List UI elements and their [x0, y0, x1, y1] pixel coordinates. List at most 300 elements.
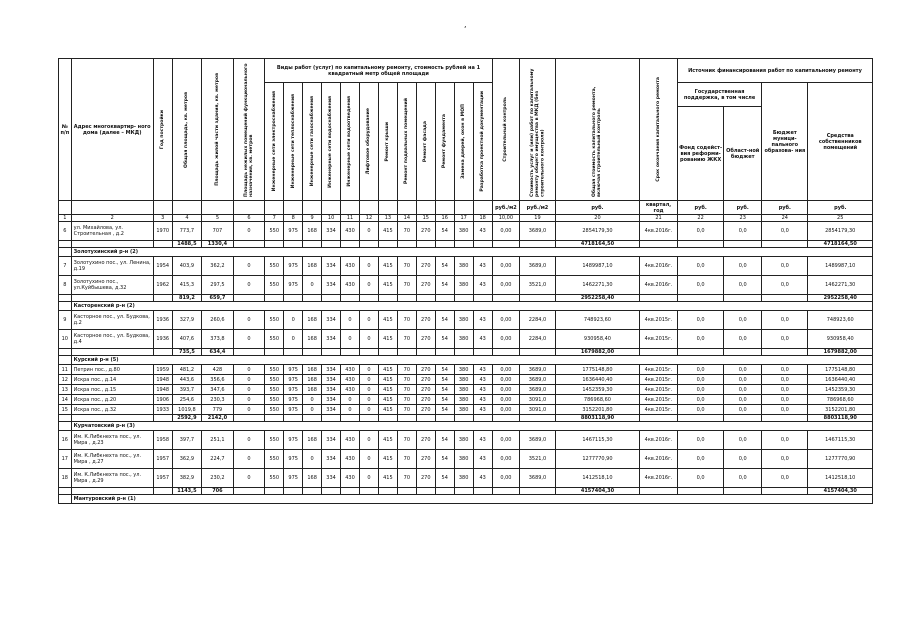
subtotal-cell — [359, 295, 378, 302]
address-cell: Искра пос., д.15 — [71, 385, 153, 395]
region-label: Курский р-н (5) — [71, 356, 872, 365]
header-work-10: Ремонт фундамента — [435, 83, 454, 201]
table-cell: 3152201,80 — [808, 405, 873, 415]
table-cell: 0,0 — [762, 395, 808, 405]
subtotal-cell: 706 — [202, 488, 234, 495]
table-cell: 0 — [284, 330, 303, 349]
table-cell: 3689,0 — [520, 385, 556, 395]
column-number-cell: 2 — [71, 215, 153, 222]
table-cell: 0 — [359, 311, 378, 330]
table-cell: 0,0 — [762, 375, 808, 385]
table-cell: 3091,0 — [520, 395, 556, 405]
table-cell: 382,9 — [172, 469, 201, 488]
subtotal-cell — [435, 415, 454, 422]
table-cell: 3689,0 — [520, 365, 556, 375]
table-cell: 0,0 — [677, 375, 723, 385]
table-cell: 0,0 — [724, 330, 762, 349]
table-cell: 0 — [233, 222, 265, 241]
header-regional: Област-ной бюджет — [724, 107, 762, 201]
table-cell: 415 — [378, 365, 397, 375]
subtotal-cell — [416, 295, 435, 302]
table-cell: 4кв.2016г. — [640, 450, 678, 469]
table-cell: 2284,0 — [520, 311, 556, 330]
header-area-living: Площадь жилой части здания, кв. метров — [202, 59, 234, 201]
table-cell: 334 — [322, 431, 341, 450]
table-cell: 4кв.2015г. — [640, 311, 678, 330]
region-row — [59, 248, 873, 257]
column-number-cell: 19 — [520, 215, 556, 222]
table-cell: 0 — [359, 276, 378, 295]
address-cell: Касторное пос., ул. Будкова, д.4 — [71, 330, 153, 349]
table-cell: 0 — [359, 222, 378, 241]
unit-cell — [341, 201, 360, 215]
column-number-cell: 7 — [265, 215, 284, 222]
subtotal-cell: 1143,5 — [172, 488, 201, 495]
table-cell: 43 — [473, 385, 492, 395]
subtotal-cell — [233, 349, 265, 356]
subtotal-cell: 8803118,90 — [555, 415, 639, 422]
address-cell: Им. К.Либкнехта пос., ул. Мира , д.29 — [71, 469, 153, 488]
table-cell: 773,7 — [172, 222, 201, 241]
subtotal-cell — [341, 488, 360, 495]
table-cell: 0,0 — [677, 385, 723, 395]
subtotal-cell — [473, 488, 492, 495]
table-cell: 3689,0 — [520, 257, 556, 276]
table-row — [59, 405, 873, 415]
table-cell: 2284,0 — [520, 330, 556, 349]
table-cell: 748923,60 — [808, 311, 873, 330]
subtotal-cell — [473, 349, 492, 356]
table-cell: 0 — [359, 469, 378, 488]
table-cell: 70 — [397, 365, 416, 375]
subtotal-cell — [59, 349, 72, 356]
header-area-total: Общая площадь, кв. метров — [172, 59, 201, 201]
table-cell: 1954 — [153, 257, 172, 276]
table-cell: 1019,8 — [172, 405, 201, 415]
subtotal-cell — [322, 349, 341, 356]
subtotal-cell — [677, 349, 723, 356]
column-number-cell: 8 — [284, 215, 303, 222]
table-cell: 70 — [397, 311, 416, 330]
subtotal-cell — [397, 241, 416, 248]
table-cell: 0,0 — [677, 276, 723, 295]
subtotal-cell — [492, 415, 519, 422]
subtotal-cell — [454, 295, 473, 302]
table-cell: 975 — [284, 365, 303, 375]
table-cell: 550 — [265, 375, 284, 385]
table-cell: 334 — [322, 311, 341, 330]
table-cell: 0,0 — [724, 365, 762, 375]
table-cell: 550 — [265, 450, 284, 469]
table-cell: 54 — [435, 365, 454, 375]
subtotal-cell: 4157404,30 — [555, 488, 639, 495]
column-number-cell: 13 — [378, 215, 397, 222]
unit-cell — [284, 201, 303, 215]
subtotal-cell — [284, 241, 303, 248]
subtotal-cell — [640, 488, 678, 495]
table-cell: 0 — [303, 395, 322, 405]
table-cell: 17 — [59, 450, 72, 469]
subtotal-cell — [724, 349, 762, 356]
table-cell: 334 — [322, 469, 341, 488]
table-cell: 393,7 — [172, 385, 201, 395]
table-cell: 430 — [341, 469, 360, 488]
subtotal-row — [59, 295, 873, 302]
unit-cell: руб. — [677, 201, 723, 215]
table-cell: 550 — [265, 365, 284, 375]
table-cell: 14 — [59, 395, 72, 405]
table-cell: 0,0 — [724, 395, 762, 405]
column-number-cell: 20 — [555, 215, 639, 222]
subtotal-cell: 659,7 — [202, 295, 234, 302]
table-row — [59, 276, 873, 295]
table-cell: 362,9 — [172, 450, 201, 469]
table-cell: 550 — [265, 330, 284, 349]
table-cell: 168 — [303, 222, 322, 241]
table-cell: 168 — [303, 311, 322, 330]
unit-cell — [71, 201, 153, 215]
subtotal-row — [59, 415, 873, 422]
table-cell: 0 — [233, 385, 265, 395]
column-number-cell: 14 — [397, 215, 416, 222]
header-work-6: Лифтовое оборудование — [359, 83, 378, 201]
table-cell: 397,7 — [172, 431, 201, 450]
unit-cell — [172, 201, 201, 215]
subtotal-cell — [378, 349, 397, 356]
subtotal-cell — [265, 415, 284, 422]
subtotal-cell — [520, 241, 556, 248]
subtotal-cell — [359, 415, 378, 422]
subtotal-cell — [322, 295, 341, 302]
table-cell: 0,0 — [762, 469, 808, 488]
column-number-cell: 16 — [435, 215, 454, 222]
subtotal-cell — [473, 241, 492, 248]
table-cell: 270 — [416, 395, 435, 405]
table-cell: 0,0 — [677, 431, 723, 450]
table-cell: 54 — [435, 311, 454, 330]
subtotal-row — [59, 349, 873, 356]
subtotal-cell — [416, 241, 435, 248]
column-number-cell: 24 — [762, 215, 808, 222]
table-cell: 70 — [397, 222, 416, 241]
table-cell: 70 — [397, 375, 416, 385]
table-cell: 550 — [265, 222, 284, 241]
unit-cell — [454, 201, 473, 215]
subtotal-cell — [303, 241, 322, 248]
subtotal-cell — [378, 488, 397, 495]
table-cell: 4кв.2016г. — [640, 431, 678, 450]
address-cell: Им. К.Либкнехта пос., ул. Мира , д.23 — [71, 431, 153, 450]
table-cell: 0,0 — [677, 405, 723, 415]
table-body — [59, 215, 873, 504]
table-cell: 18 — [59, 469, 72, 488]
table-cell: 0,0 — [762, 257, 808, 276]
subtotal-cell — [265, 241, 284, 248]
table-cell: 43 — [473, 431, 492, 450]
table-cell: 707 — [202, 222, 234, 241]
table-cell: 415 — [378, 375, 397, 385]
header-fund: Фонд содейст-вия реформи- рованию ЖКХ — [677, 107, 723, 201]
column-number-cell: 18 — [473, 215, 492, 222]
subtotal-cell — [265, 488, 284, 495]
table-cell: 0,00 — [492, 257, 519, 276]
region-row — [59, 356, 873, 365]
subtotal-cell — [762, 415, 808, 422]
table-cell: 1906 — [153, 395, 172, 405]
subtotal-cell: 8803118,90 — [808, 415, 873, 422]
table-cell: 334 — [322, 405, 341, 415]
subtotal-cell — [71, 488, 153, 495]
unit-cell — [265, 201, 284, 215]
subtotal-cell — [303, 349, 322, 356]
table-cell: 975 — [284, 469, 303, 488]
header-work-11: Замена дверей, окон в МОП — [454, 83, 473, 201]
subtotal-cell — [359, 349, 378, 356]
subtotal-cell — [762, 295, 808, 302]
table-cell: 550 — [265, 257, 284, 276]
subtotal-cell — [724, 488, 762, 495]
table-cell: 481,2 — [172, 365, 201, 375]
table-cell: 43 — [473, 257, 492, 276]
table-cell: 380 — [454, 222, 473, 241]
table-cell: 0 — [233, 365, 265, 375]
table-cell: 0,0 — [724, 450, 762, 469]
table-cell: 0 — [303, 450, 322, 469]
region-row — [59, 495, 873, 504]
subtotal-cell — [454, 349, 473, 356]
subtotal-row — [59, 241, 873, 248]
subtotal-cell: 634,4 — [202, 349, 234, 356]
table-cell: 10 — [59, 330, 72, 349]
subtotal-cell — [435, 241, 454, 248]
table-cell: 0,0 — [762, 365, 808, 375]
table-cell: 0,0 — [724, 257, 762, 276]
header-unit-cost: Стоимость услуг и (или) работ по капитальному ремонту общего имущества в МКД (без строительного контроля) — [520, 59, 556, 201]
unit-cell: руб. — [762, 201, 808, 215]
table-cell: 347,6 — [202, 385, 234, 395]
table-cell: 380 — [454, 365, 473, 375]
subtotal-cell — [341, 295, 360, 302]
table-cell: 1452359,30 — [555, 385, 639, 395]
table-cell: 1957 — [153, 469, 172, 488]
table-cell: 168 — [303, 375, 322, 385]
subtotal-cell — [303, 295, 322, 302]
table-cell: 1467115,30 — [808, 431, 873, 450]
table-cell: 70 — [397, 450, 416, 469]
subtotal-cell: 1679882,00 — [808, 349, 873, 356]
table-cell: 270 — [416, 469, 435, 488]
unit-cell — [473, 201, 492, 215]
table-cell: 0,00 — [492, 405, 519, 415]
region-row — [59, 422, 873, 431]
table-cell: 54 — [435, 222, 454, 241]
subtotal-cell — [640, 415, 678, 422]
table-cell: 0,00 — [492, 330, 519, 349]
column-number-cell: 22 — [677, 215, 723, 222]
table-cell: 0 — [303, 405, 322, 415]
column-number-cell: 1 — [59, 215, 72, 222]
table-cell: 550 — [265, 311, 284, 330]
table-cell: 0 — [233, 330, 265, 349]
header-work-7: Ремонт крыши — [378, 83, 397, 201]
subtotal-cell — [397, 295, 416, 302]
subtotal-cell — [492, 295, 519, 302]
subtotal-cell — [71, 415, 153, 422]
unit-cell — [202, 201, 234, 215]
table-cell: 1489987,10 — [808, 257, 873, 276]
table-cell: 4кв.2016г. — [640, 469, 678, 488]
table-cell: 334 — [322, 222, 341, 241]
units-row — [59, 201, 873, 215]
header-deadline: Срок окончания капитального ремонта — [640, 59, 678, 201]
subtotal-cell — [492, 241, 519, 248]
table-cell: 0,00 — [492, 431, 519, 450]
table-cell: 4кв.2015г. — [640, 395, 678, 405]
table-cell: 0,0 — [724, 469, 762, 488]
unit-cell — [322, 201, 341, 215]
table-cell: 0,0 — [724, 311, 762, 330]
table-cell: 270 — [416, 450, 435, 469]
unit-cell — [359, 201, 378, 215]
table-cell: 415 — [378, 222, 397, 241]
table-row — [59, 311, 873, 330]
subtotal-cell — [397, 415, 416, 422]
address-cell: Касторное пос., ул. Будкова, д.2 — [71, 311, 153, 330]
table-cell: 1412518,10 — [808, 469, 873, 488]
table-cell: 550 — [265, 405, 284, 415]
table-cell: 1936 — [153, 311, 172, 330]
region-blank-cell — [59, 422, 72, 431]
header-area-nonres: Площадь нежилых помещений функционального назначения, кв. метров — [233, 59, 265, 201]
subtotal-cell — [284, 415, 303, 422]
table-cell: 9 — [59, 311, 72, 330]
table-cell: 0,00 — [492, 276, 519, 295]
table-cell: 430 — [341, 365, 360, 375]
unit-cell — [397, 201, 416, 215]
table-cell: 0,00 — [492, 450, 519, 469]
header-work-1: Инженерные сети электроснабжения — [265, 83, 284, 201]
table-cell: 16 — [59, 431, 72, 450]
unit-cell — [233, 201, 265, 215]
subtotal-cell — [284, 349, 303, 356]
table-row — [59, 375, 873, 385]
table-cell: 1970 — [153, 222, 172, 241]
table-cell: 43 — [473, 375, 492, 385]
table-cell: 70 — [397, 276, 416, 295]
table-cell: 2854179,30 — [808, 222, 873, 241]
header-control: Строительный контроль — [492, 59, 519, 201]
table-cell: 380 — [454, 276, 473, 295]
header-address: Адрес многоквартир- ного дома (далее – МКД) — [71, 59, 153, 201]
table-cell: 1277770,90 — [808, 450, 873, 469]
table-cell: 415,3 — [172, 276, 201, 295]
subtotal-cell — [378, 295, 397, 302]
header-works-group: Виды работ (услуг) по капитальному ремонту, стоимость рублей на 1 квадратный метр общей площади — [265, 59, 492, 83]
table-cell: 415 — [378, 330, 397, 349]
table-cell: 415 — [378, 431, 397, 450]
table-cell: 0 — [359, 365, 378, 375]
table-cell: 3689,0 — [520, 469, 556, 488]
table-cell: 748923,60 — [555, 311, 639, 330]
unit-cell: руб. — [724, 201, 762, 215]
subtotal-cell — [416, 488, 435, 495]
subtotal-cell — [416, 349, 435, 356]
table-cell: 70 — [397, 330, 416, 349]
table-cell: 327,9 — [172, 311, 201, 330]
table-cell: 975 — [284, 405, 303, 415]
table-cell: 0,0 — [724, 276, 762, 295]
subtotal-cell — [435, 488, 454, 495]
column-number-cell: 21 — [640, 215, 678, 222]
column-number-cell: 11 — [341, 215, 360, 222]
subtotal-cell — [322, 415, 341, 422]
header-work-12: Разработка проектной документации — [473, 83, 492, 201]
subtotal-cell — [435, 295, 454, 302]
table-cell: 430 — [341, 257, 360, 276]
unit-cell — [378, 201, 397, 215]
table-cell: 168 — [303, 330, 322, 349]
subtotal-cell — [520, 349, 556, 356]
table-cell: 54 — [435, 395, 454, 405]
subtotal-cell: 2142,0 — [202, 415, 234, 422]
unit-cell: руб./м2 — [520, 201, 556, 215]
table-cell: 550 — [265, 385, 284, 395]
table-cell: 4кв.2015г. — [640, 385, 678, 395]
column-number-cell: 5 — [202, 215, 234, 222]
subtotal-cell — [233, 241, 265, 248]
table-cell: 334 — [322, 365, 341, 375]
column-number-cell: 12 — [359, 215, 378, 222]
table-cell: 3689,0 — [520, 222, 556, 241]
table-cell: 0,0 — [762, 405, 808, 415]
subtotal-cell — [520, 488, 556, 495]
address-cell: Им. К.Либкнехта пос., ул. Мира , д.27 — [71, 450, 153, 469]
table-cell: 334 — [322, 395, 341, 405]
address-cell: Золотухино пос., ул.Куйбышева, д.32 — [71, 276, 153, 295]
table-cell: 0,0 — [677, 311, 723, 330]
table-cell: 54 — [435, 276, 454, 295]
table-cell: 70 — [397, 385, 416, 395]
subtotal-cell — [341, 241, 360, 248]
subtotal-cell — [284, 488, 303, 495]
address-cell: ул. Михайлова, ул. Строительная , д.2 — [71, 222, 153, 241]
table-row — [59, 450, 873, 469]
table-cell: 0,00 — [492, 375, 519, 385]
header-sources-group: Источник финансирования работ по капитальному ремонту — [677, 59, 872, 83]
table-cell: 54 — [435, 405, 454, 415]
table-cell: 54 — [435, 375, 454, 385]
table-cell: 975 — [284, 431, 303, 450]
table-cell: 230,3 — [202, 395, 234, 405]
table-cell: 0,00 — [492, 222, 519, 241]
table-cell: 3689,0 — [520, 431, 556, 450]
table-cell: 1462271,30 — [808, 276, 873, 295]
table-cell: 297,5 — [202, 276, 234, 295]
address-cell: Искра пос., д.20 — [71, 395, 153, 405]
table-cell: 975 — [284, 375, 303, 385]
region-blank-cell — [59, 356, 72, 365]
table-cell: 70 — [397, 469, 416, 488]
table-cell: 270 — [416, 431, 435, 450]
column-number-cell: 4 — [172, 215, 201, 222]
table-cell: 0 — [359, 450, 378, 469]
table-cell: 550 — [265, 276, 284, 295]
subtotal-cell — [59, 488, 72, 495]
subtotal-cell — [640, 349, 678, 356]
table-cell: 3091,0 — [520, 405, 556, 415]
subtotal-cell — [762, 349, 808, 356]
subtotal-cell — [520, 415, 556, 422]
